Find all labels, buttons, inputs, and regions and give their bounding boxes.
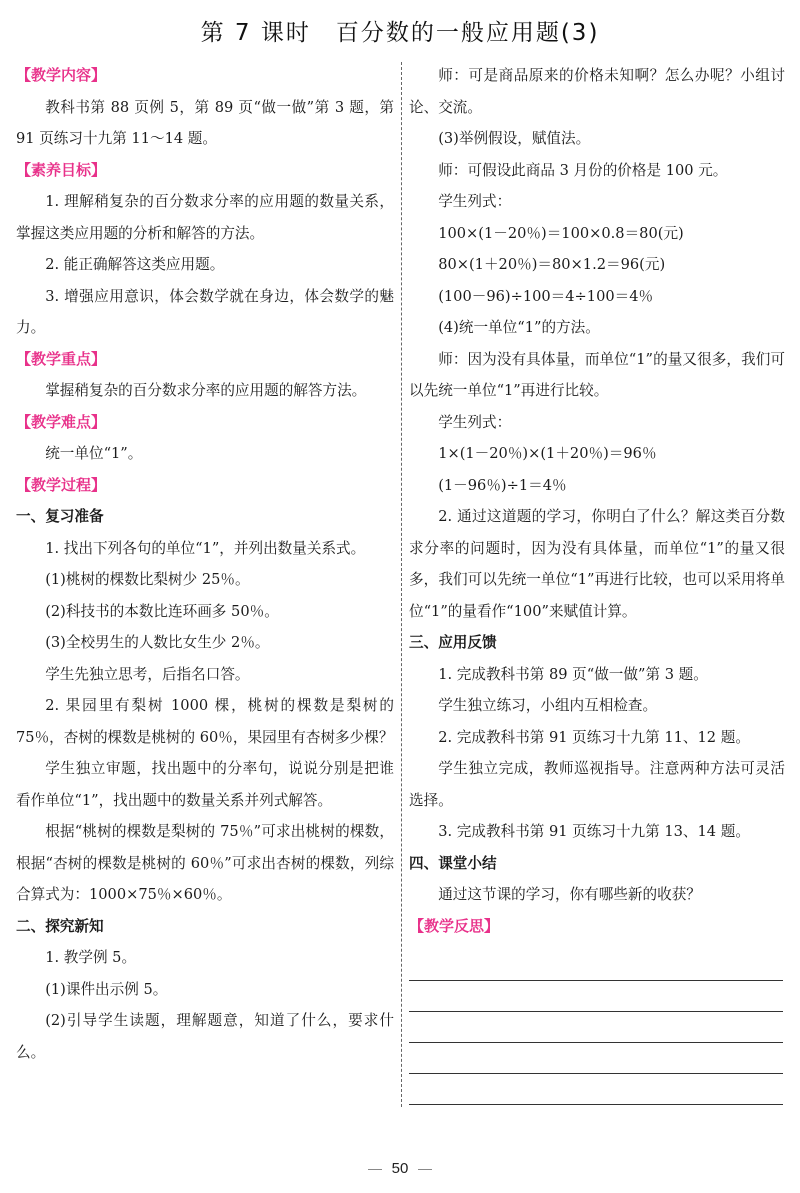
writing-line xyxy=(409,1074,783,1105)
writing-line xyxy=(409,1043,783,1074)
paragraph: 2. 完成教科书第 91 页练习十九第 11、12 题。 xyxy=(438,728,750,746)
goals-heading: 【素养目标】 xyxy=(16,160,107,179)
paragraph: 师：因为没有具体量，而单位“1”的量又很多，我们可以先统一单位“1”再进行比较。 xyxy=(409,350,785,399)
paragraph: 学生列式： xyxy=(438,193,512,210)
writing-line xyxy=(409,981,783,1012)
footer-dash xyxy=(368,1169,382,1170)
paragraph: 师：可假设此商品 3 月份的价格是 100 元。 xyxy=(438,161,728,179)
paragraph: 3. 完成教科书第 91 页练习十九第 13、14 题。 xyxy=(438,823,750,840)
difficulty-heading: 【教学难点】 xyxy=(16,412,107,431)
paragraph: (3)全校男生的人数比女生少 2％。 xyxy=(45,634,270,651)
page-number: 50 xyxy=(391,1160,409,1177)
formula: 1×(1－20％)×(1＋20％)＝96％ xyxy=(438,445,657,462)
page-footer xyxy=(0,1160,800,1177)
paragraph: 学生独立完成，教师巡视指导。注意两种方法可灵活选择。 xyxy=(409,760,785,809)
writing-line xyxy=(409,1012,783,1043)
paragraph: 学生先独立思考，后指名口答。 xyxy=(45,665,250,683)
goal-item: 1. 理解稍复杂的百分数求分率的应用题的数量关系，掌握这类应用题的分析和解答的方法。 xyxy=(16,193,394,242)
paragraph: 1. 找出下列各句的单位“1”，并列出数量关系式。 xyxy=(45,539,366,557)
paragraph: (1)桃树的棵数比梨树少 25％。 xyxy=(45,571,250,588)
difficulty-text: 统一单位“1”。 xyxy=(45,445,143,462)
process-heading: 【教学过程】 xyxy=(16,475,107,494)
paragraph: (2)科技书的本数比连环画多 50％。 xyxy=(45,602,279,620)
section-heading: 一、复习准备 xyxy=(16,508,104,525)
paragraph: 2. 通过这道题的学习，你明白了什么？解这类百分数求分率的问题时，因为没有具体量，而单位“1”的量又很多，我们可以先统一单位“1”再进行比较，也可以采用将单位“1”的量看作“100”来赋值计算。 xyxy=(409,508,785,620)
content-text: 教科书第 88 页例 5，第 89 页“做一做”第 3 题，第 91 页练习十九第 11～14 题。 xyxy=(16,98,394,147)
paragraph: 根据“桃树的棵数是梨树的 75％”可求出桃树的棵数，根据“杏树的棵数是桃树的 60％”可求出杏树的棵数，列综合算式为：1000×75％×60％。 xyxy=(16,823,394,903)
paragraph: (2)引导学生读题，理解题意，知道了什么，要求什么。 xyxy=(16,1012,394,1061)
reflection-lines xyxy=(409,950,785,1105)
paragraph: 师：可是商品原来的价格未知啊？怎么办呢？小组讨论、交流。 xyxy=(409,67,785,116)
footer-dash xyxy=(418,1169,432,1170)
formula: (100－96)÷100＝4÷100＝4％ xyxy=(438,287,654,305)
key-text: 掌握稍复杂的百分数求分率的应用题的解答方法。 xyxy=(45,382,367,399)
paragraph: (1)课件出示例 5。 xyxy=(45,980,168,998)
paragraph: 1. 完成教科书第 89 页“做一做”第 3 题。 xyxy=(438,665,708,683)
paragraph: 1. 教学例 5。 xyxy=(45,949,137,966)
right-column xyxy=(409,60,785,1105)
key-heading: 【教学重点】 xyxy=(16,349,107,368)
paragraph: 通过这节课的学习，你有哪些新的收获？ xyxy=(438,886,701,903)
section-heading: 三、应用反馈 xyxy=(409,634,497,651)
formula: (1－96％)÷1＝4％ xyxy=(438,476,567,494)
paragraph: 学生列式： xyxy=(438,413,512,431)
column-divider xyxy=(401,62,402,1107)
paragraph: 学生独立练习，小组内互相检查。 xyxy=(438,697,658,714)
paragraph: (4)统一单位“1”的方法。 xyxy=(438,319,600,336)
left-column xyxy=(16,60,394,1068)
formula: 100×(1－20％)＝100×0.8＝80(元) xyxy=(438,224,684,242)
page-title: 第 7 课时 百分数的一般应用题(3) xyxy=(200,20,600,46)
goal-item: 2. 能正确解答这类应用题。 xyxy=(45,256,225,273)
content-heading: 【教学内容】 xyxy=(16,66,107,84)
section-heading: 二、探究新知 xyxy=(16,917,104,935)
writing-line xyxy=(409,950,783,981)
paragraph: (3)举例假设，赋值法。 xyxy=(438,130,591,147)
goal-item: 3. 增强应用意识，体会数学就在身边，体会数学的魅力。 xyxy=(16,287,394,336)
paragraph: 学生独立审题，找出题中的分率句，说说分别是把谁看作单位“1”，找出题中的数量关系并列式解答。 xyxy=(16,760,394,809)
section-heading: 四、课堂小结 xyxy=(409,854,497,872)
reflection-heading: 【教学反思】 xyxy=(409,916,500,935)
paragraph: 2. 果园里有梨树 1000 棵，桃树的棵数是梨树的 75％，杏树的棵数是桃树的 60％，果园里有杏树多少棵？ xyxy=(16,697,394,746)
formula: 80×(1＋20％)＝80×1.2＝96(元) xyxy=(438,256,666,273)
